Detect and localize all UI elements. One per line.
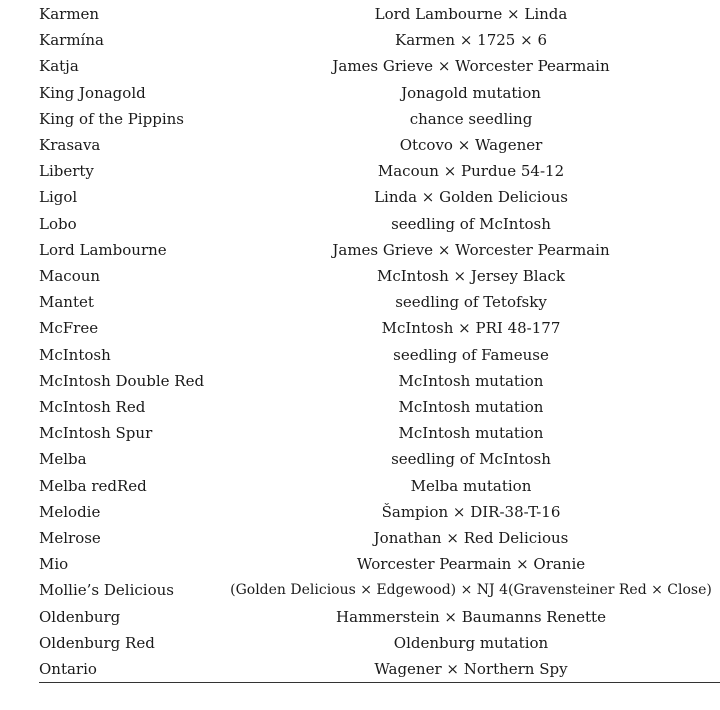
cultivar-name-cell: Oldenburg Red bbox=[39, 633, 155, 652]
cultivar-table-container bbox=[0, 1, 720, 682]
cultivar-name-cell: Mio bbox=[39, 555, 69, 574]
parentage-cell: Hammerstein × Baumanns Renette bbox=[336, 607, 606, 626]
parentage-cell: Linda × Golden Delicious bbox=[374, 188, 568, 207]
table-row bbox=[0, 132, 720, 158]
parentage-cell: (Golden Delicious × Edgewood) × NJ 4(Gravensteiner Red × Close) bbox=[230, 582, 712, 599]
table-row bbox=[0, 315, 720, 341]
table-row bbox=[0, 53, 720, 79]
parentage-cell: Lord Lambourne × Linda bbox=[374, 5, 568, 23]
table-bottom-rule bbox=[39, 682, 720, 683]
cultivar-name-cell: Liberty bbox=[39, 162, 94, 181]
table-row bbox=[0, 342, 720, 368]
cultivar-name-cell: Mollie’s Delicious bbox=[39, 581, 174, 600]
table-row bbox=[0, 577, 720, 603]
parentage-cell: seedling of McIntosh bbox=[391, 214, 551, 233]
table-row bbox=[0, 420, 720, 446]
parentage-cell: Otcovo × Wagener bbox=[399, 136, 543, 155]
parentage-cell: McIntosh × PRI 48-177 bbox=[381, 319, 561, 338]
parentage-cell: McIntosh mutation bbox=[398, 371, 544, 390]
cultivar-name-cell: McIntosh Double Red bbox=[39, 371, 205, 390]
cultivar-name-cell: Macoun bbox=[39, 267, 101, 286]
parentage-cell: Melba mutation bbox=[410, 476, 532, 495]
parentage-cell: seedling of McIntosh bbox=[391, 450, 551, 469]
table-row bbox=[0, 368, 720, 394]
parentage-cell: Wagener × Northern Spy bbox=[374, 660, 568, 679]
cultivar-name-cell: Melba bbox=[39, 450, 87, 469]
parentage-cell: James Grieve × Worcester Pearmain bbox=[332, 240, 610, 259]
cultivar-name-cell: Oldenburg bbox=[39, 607, 121, 626]
table-row bbox=[0, 80, 720, 106]
parentage-cell: Karmen × 1725 × 6 bbox=[394, 31, 547, 50]
table-row bbox=[0, 211, 720, 237]
table-row bbox=[0, 27, 720, 53]
parentage-cell: Macoun × Purdue 54-12 bbox=[377, 162, 565, 181]
table-row bbox=[0, 473, 720, 499]
parentage-cell: Worcester Pearmain × Oranie bbox=[356, 555, 586, 574]
table-row bbox=[0, 237, 720, 263]
table-row bbox=[0, 158, 720, 184]
parentage-cell: seedling of Tetofsky bbox=[395, 293, 547, 312]
cultivar-name-cell: Karmen bbox=[39, 5, 100, 23]
cultivar-parentage-table bbox=[0, 1, 720, 682]
parentage-cell: McIntosh mutation bbox=[398, 398, 544, 417]
cultivar-name-cell: King of the Pippins bbox=[39, 109, 184, 128]
table-row bbox=[0, 289, 720, 315]
table-row bbox=[0, 551, 720, 577]
parentage-cell: Šampion × DIR-38-T-16 bbox=[381, 502, 561, 521]
table-body bbox=[0, 1, 720, 682]
table-row bbox=[0, 656, 720, 682]
table-row bbox=[0, 106, 720, 132]
cultivar-name-cell: McFree bbox=[39, 319, 99, 338]
cultivar-name-cell: Melrose bbox=[39, 529, 101, 548]
table-row bbox=[0, 525, 720, 551]
cultivar-name-cell: Katja bbox=[39, 57, 79, 76]
parentage-cell: James Grieve × Worcester Pearmain bbox=[332, 57, 610, 76]
parentage-cell: McIntosh mutation bbox=[398, 424, 544, 443]
cultivar-name-cell: McIntosh Spur bbox=[39, 424, 153, 443]
table-row bbox=[0, 394, 720, 420]
table-row bbox=[0, 263, 720, 289]
cultivar-name-cell: King Jonagold bbox=[39, 83, 146, 102]
cultivar-name-cell: Ligol bbox=[39, 188, 78, 207]
cultivar-name-cell: McIntosh bbox=[39, 345, 111, 364]
parentage-cell: Jonathan × Red Delicious bbox=[373, 529, 569, 548]
cultivar-name-cell: McIntosh Red bbox=[39, 398, 146, 417]
cultivar-name-cell: Karmína bbox=[39, 31, 104, 50]
table-row bbox=[0, 184, 720, 210]
parentage-cell: Oldenburg mutation bbox=[393, 633, 549, 652]
cultivar-name-cell: Ontario bbox=[39, 660, 97, 679]
parentage-cell: chance seedling bbox=[409, 109, 533, 128]
parentage-cell: seedling of Fameuse bbox=[393, 345, 549, 364]
cultivar-name-cell: Melba redRed bbox=[39, 476, 147, 495]
cultivar-name-cell: Lord Lambourne bbox=[39, 240, 167, 259]
cultivar-name-cell: Melodie bbox=[39, 502, 101, 521]
cultivar-name-cell: Lobo bbox=[39, 214, 77, 233]
parentage-cell: McIntosh × Jersey Black bbox=[377, 267, 565, 286]
table-row bbox=[0, 1, 720, 27]
table-row bbox=[0, 446, 720, 472]
table-row bbox=[0, 604, 720, 630]
table-row bbox=[0, 499, 720, 525]
cultivar-name-cell: Krasava bbox=[39, 136, 101, 155]
table-row bbox=[0, 630, 720, 656]
cultivar-name-cell: Mantet bbox=[39, 293, 94, 312]
parentage-cell: Jonagold mutation bbox=[401, 83, 541, 102]
